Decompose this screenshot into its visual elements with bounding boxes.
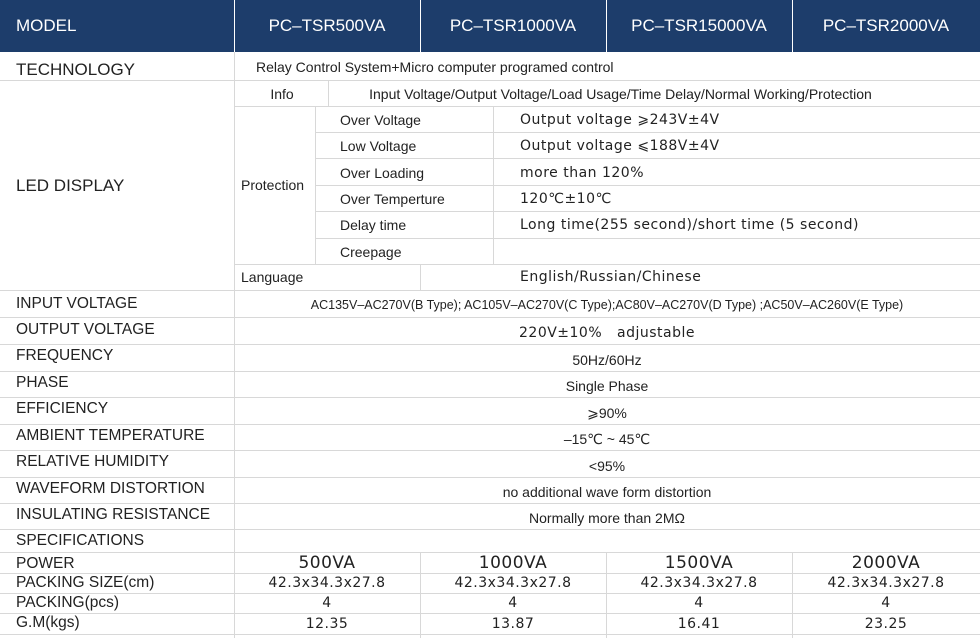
grid-line xyxy=(0,397,980,398)
grid-line xyxy=(0,80,980,81)
spec-label-phase: PHASE xyxy=(16,374,69,391)
grid-line xyxy=(0,317,980,318)
header-model-1: PC–TSR500VA xyxy=(234,0,420,52)
protection-value: more than 120% xyxy=(520,165,645,181)
spec-value-relative-humidity: <95% xyxy=(588,458,626,474)
spec-label-insulating-resistance: INSULATING RESISTANCE xyxy=(16,506,211,523)
packing-pcs-value: 4 xyxy=(881,595,891,611)
spec-value-waveform-distortion: no additional wave form distortion xyxy=(502,484,712,500)
grid-line xyxy=(0,344,980,345)
spec-value-input-voltage: AC135V–AC270V(B Type); AC105V–AC270V(C Type);AC80V–AC270V(D Type) ;AC50V–AC260V(E Type) xyxy=(310,298,904,312)
info-label: Info xyxy=(270,85,294,102)
spec-label-input-voltage: INPUT VOLTAGE xyxy=(16,295,138,312)
packing-size-label: PACKING SIZE(cm) xyxy=(16,574,155,591)
header-divider xyxy=(420,0,421,52)
protection-name: Over Loading xyxy=(340,165,425,181)
power-label: POWER xyxy=(16,555,75,572)
protection-label: Protection xyxy=(241,177,305,193)
grid-line xyxy=(0,529,980,530)
gross-mass-value: 12.35 xyxy=(305,615,349,632)
packing-size-value: 42.3x34.3x27.8 xyxy=(827,575,945,591)
spec-value-insulating-resistance: Normally more than 2MΩ xyxy=(529,510,685,526)
grid-line xyxy=(234,106,980,107)
protection-name: Creepage xyxy=(340,244,402,260)
grid-line xyxy=(315,132,980,133)
power-value: 1500VA xyxy=(664,553,734,573)
grid-line xyxy=(420,264,421,290)
spec-label-waveform-distortion: WAVEFORM DISTORTION xyxy=(16,480,205,497)
grid-line xyxy=(0,634,980,635)
grid-line xyxy=(0,371,980,372)
spec-label-frequency: FREQUENCY xyxy=(16,347,114,364)
grid-line xyxy=(315,211,980,212)
gross-mass-value: 16.41 xyxy=(677,615,721,632)
packing-size-value: 42.3x34.3x27.8 xyxy=(268,575,386,591)
protection-value: Long time(255 second)/short time (5 second) xyxy=(520,217,859,233)
info-value: Input Voltage/Output Voltage/Load Usage/Time Delay/Normal Working/Protection xyxy=(369,85,872,102)
spec-value-ambient-temperature: –15℃ ~ 45℃ xyxy=(563,430,651,447)
spec-label-output-voltage: OUTPUT VOLTAGE xyxy=(16,321,155,338)
protection-name: Low Voltage xyxy=(340,138,417,154)
grid-line xyxy=(0,290,980,291)
packing-pcs-value: 4 xyxy=(694,595,704,611)
header-divider xyxy=(792,0,793,52)
gross-mass-value: 23.25 xyxy=(864,615,908,632)
protection-name: Over Temperture xyxy=(340,191,445,207)
gross-mass-label: G.M(kgs) xyxy=(16,614,80,631)
grid-line xyxy=(0,477,980,478)
protection-value: Output voltage ⩾243V±4V xyxy=(520,112,720,128)
header-model-2: PC–TSR1000VA xyxy=(420,0,606,52)
power-value: 2000VA xyxy=(851,553,921,573)
protection-value: 120℃±10℃ xyxy=(520,191,612,207)
spec-value-frequency: 50Hz/60Hz xyxy=(572,352,642,368)
header-model-3: PC–TSR15000VA xyxy=(606,0,792,52)
header-divider xyxy=(234,0,235,52)
technology-value: Relay Control System+Micro computer programed control xyxy=(256,59,614,75)
spec-value-output-voltage: 220V±10% adjustable xyxy=(519,325,695,341)
language-value: English/Russian/Chinese xyxy=(520,268,702,285)
spec-label-relative-humidity: RELATIVE HUMIDITY xyxy=(16,453,170,470)
spec-label-ambient-temperature: AMBIENT TEMPERATURE xyxy=(16,427,205,444)
power-value: 1000VA xyxy=(478,553,548,573)
packing-pcs-value: 4 xyxy=(322,595,332,611)
specifications-label: SPECIFICATIONS xyxy=(16,532,145,549)
spec-label-efficiency: EFFICIENCY xyxy=(16,400,109,417)
grid-line xyxy=(315,185,980,186)
spec-value-phase: Single Phase xyxy=(565,378,649,394)
grid-line xyxy=(0,424,980,425)
grid-line xyxy=(315,158,980,159)
header-divider xyxy=(606,0,607,52)
header-model-4: PC–TSR2000VA xyxy=(792,0,980,52)
header-model-label: MODEL xyxy=(0,0,234,52)
packing-pcs-label: PACKING(pcs) xyxy=(16,594,120,611)
grid-line xyxy=(315,238,980,239)
packing-size-value: 42.3x34.3x27.8 xyxy=(454,575,572,591)
packing-size-value: 42.3x34.3x27.8 xyxy=(640,575,758,591)
grid-line xyxy=(0,503,980,504)
language-label: Language xyxy=(241,268,304,285)
led-display-label: LED DISPLAY xyxy=(16,176,125,195)
packing-pcs-value: 4 xyxy=(508,595,518,611)
grid-line xyxy=(0,450,980,451)
protection-name: Over Voltage xyxy=(340,112,421,128)
protection-value: Output voltage ⩽188V±4V xyxy=(520,138,720,154)
technology-label: TECHNOLOGY xyxy=(16,60,136,79)
protection-name: Delay time xyxy=(340,217,407,233)
power-value: 500VA xyxy=(298,553,356,573)
spec-value-efficiency: ⩾90% xyxy=(587,404,627,421)
gross-mass-value: 13.87 xyxy=(491,615,535,632)
